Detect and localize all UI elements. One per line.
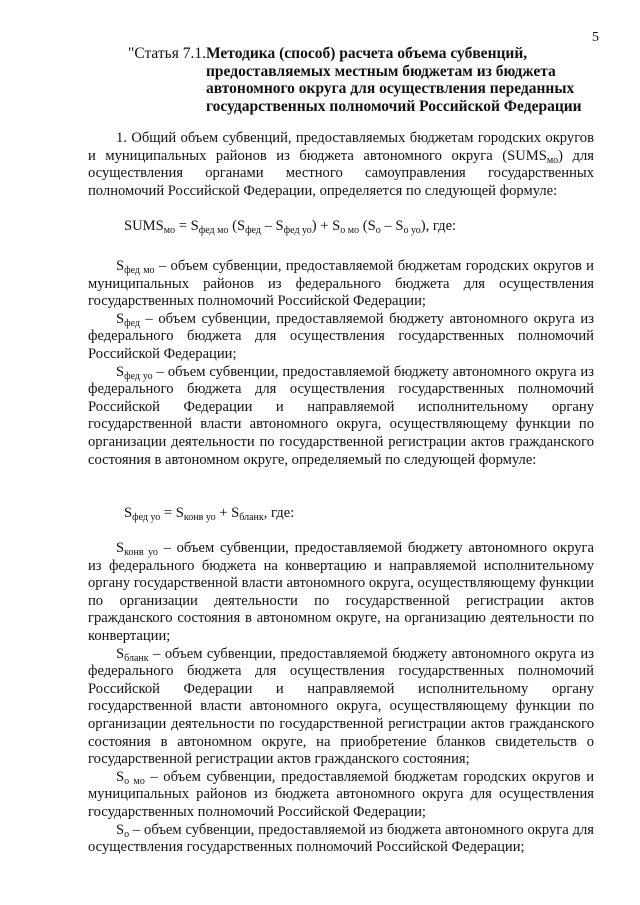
- article-label: "Статья 7.1.: [128, 45, 206, 62]
- formula-sums: $SUMS_{мо} = S_{фед мо}$ $(S_{фед} - S_{фед уо}) + S_{о мо}$ $(S_о - S_{о уо})$, где:: [124, 218, 457, 236]
- definition-item: $S_{фед}$ – объем субвенции, предоставляемой бюджету автономного округа из федерального бюджета для осуществления государственных полномочий Российской Федерации;: [88, 310, 594, 362]
- definition-item: $S_о$ – объем субвенции, предоставляемой из бюджета автономного округа для осуществления государственных полномочий Российской Федерации;: [88, 821, 594, 856]
- definitions-block-1: [88, 258, 594, 469]
- definition-item: $S_{фед уо}$ – объем субвенции, предоставляемой бюджету автономного округа из федерального бюджета для осуществления государственных полномочий Российской Федерации и направляемой исполнительному органу государственной власти автономного округа, осуществляющему функции по организации деятельности по государственной регистрации актов гражданского состояния в автономном округе, определяемый по следующей формуле:: [88, 363, 594, 468]
- article-title: Методика (способ) расчета объема субвенций, предоставляемых местным бюджетам из бюджета автономного округа для осуществления переданных государственных полномочий Российской Федерации: [206, 45, 582, 115]
- formula-sfed-uo: $S_{фед уо} = S_{конв уо} + S_{бланк}$, где:: [124, 505, 295, 523]
- definition-item: $S_{фед мо}$ – объем субвенции, предоставляемой бюджетам городских округов и муниципальных районов из федерального бюджета для осуществления государственных полномочий Российской Федерации;: [88, 258, 594, 310]
- article-heading: [128, 45, 588, 115]
- definitions-block-2: [88, 540, 594, 857]
- definition-item: $S_{конв уо}$ – объем субвенции, предоставляемой бюджету автономного округа из федерального бюджета на конвертацию и направляемой исполнительному органу государственной власти автономного округа, осуществляющему функции по организации деятельности по государственной регистрации актов гражданского состояния в автономном округе, на организацию деятельности по конвертации;: [88, 540, 594, 644]
- definition-item: $S_{о мо}$ – объем субвенции, предоставляемой бюджетам городских округов и муниципальных районов из бюджета автономного округа для осуществления государственных полномочий Российской Федерации;: [88, 768, 595, 820]
- definition-item: $S_{бланк}$ – объем субвенции, предоставляемой бюджету автономного округа из федерального бюджета для осуществления государственных полномочий Российской Федерации и направляемой исполнительному органу государственной власти автономного округа, осуществляющему функции по организации деятельности по государственной регистрации актов гражданского состояния в автономном округе, на приобретение бланков свидетельств о государственной регистрации актов гражданского состояния;: [88, 645, 594, 768]
- intro-paragraph: 1. Общий объем субвенций, предоставляемых бюджетам городских округов и муниципальных районов из бюджета автономного округа $(SUMS_{мо})$ для осуществления органами местного самоуправления государственных полномочий Российской Федерации, определяется по следующей формуле:: [88, 130, 594, 199]
- page-number: 5: [592, 30, 599, 45]
